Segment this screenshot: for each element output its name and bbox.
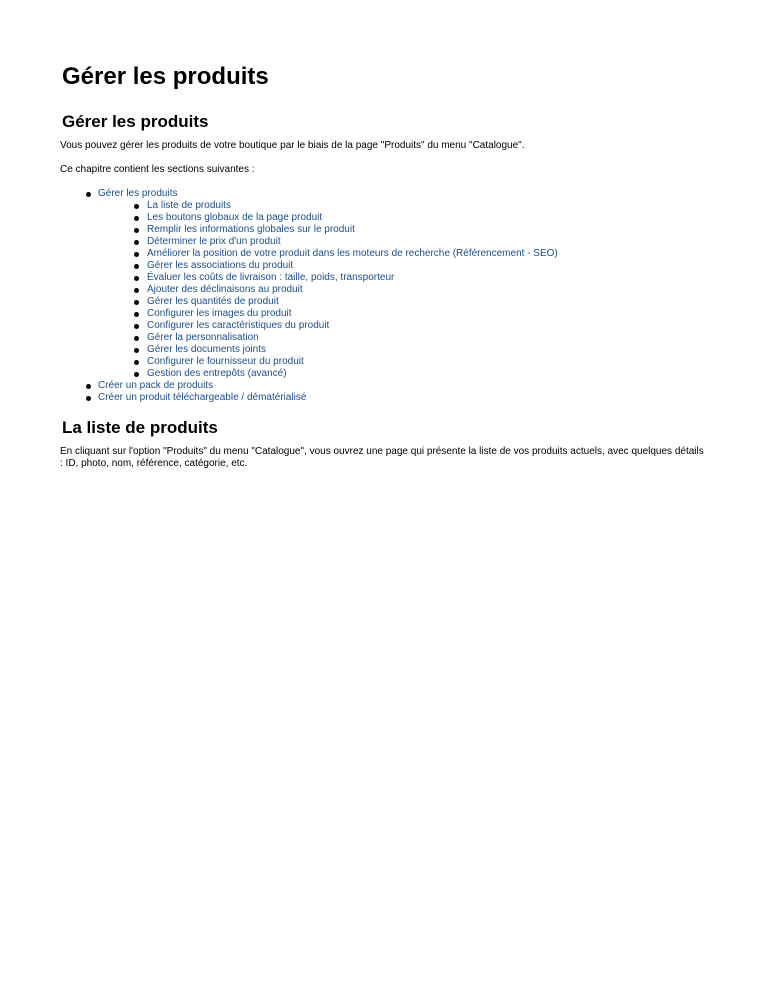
bullet-icon bbox=[134, 348, 139, 353]
toc-link-quantites[interactable]: Gérer les quantités de produit bbox=[147, 296, 279, 307]
toc-link-personnalisation[interactable]: Gérer la personnalisation bbox=[147, 332, 259, 343]
bullet-icon bbox=[134, 324, 139, 329]
toc-subitem bbox=[135, 260, 708, 272]
toc-subitem bbox=[135, 308, 708, 320]
bullet-icon bbox=[134, 216, 139, 221]
toc-subitem bbox=[135, 320, 708, 332]
toc-subitem bbox=[135, 212, 708, 224]
toc-link-informations-globales[interactable]: Remplir les informations globales sur le produit bbox=[147, 224, 355, 235]
toc-link-pack-produits[interactable]: Créer un pack de produits bbox=[98, 380, 214, 391]
toc-link-caracteristiques[interactable]: Configurer les caractéristiques du produit bbox=[147, 320, 330, 331]
toc-subitem bbox=[135, 200, 708, 212]
toc-link-documents-joints[interactable]: Gérer les documents joints bbox=[147, 344, 266, 355]
bullet-icon bbox=[134, 264, 139, 269]
bullet-icon bbox=[134, 288, 139, 293]
toc-item-produit-telechargeable bbox=[86, 392, 708, 404]
toc-link-images[interactable]: Configurer les images du produit bbox=[147, 308, 292, 319]
bullet-icon bbox=[134, 336, 139, 341]
bullet-icon bbox=[134, 240, 139, 245]
toc-sublist bbox=[98, 200, 708, 380]
bullet-icon bbox=[86, 192, 91, 197]
toc-subitem bbox=[135, 356, 708, 368]
section-intro-paragraph: Vous pouvez gérer les produits de votre boutique par le biais de la page "Produits" du menu "Catalogue". bbox=[60, 140, 525, 151]
toc-link-entrepots[interactable]: Gestion des entrepôts (avancé) bbox=[147, 368, 287, 379]
page-title: Gérer les produits bbox=[62, 63, 269, 90]
toc-link-referencement-seo[interactable]: Améliorer la position de votre produit dans les moteurs de recherche (Référencement - SEO) bbox=[147, 248, 558, 259]
table-of-contents bbox=[60, 188, 708, 404]
toc-subitem bbox=[135, 284, 708, 296]
bullet-icon bbox=[134, 252, 139, 257]
toc-intro-paragraph: Ce chapitre contient les sections suivantes : bbox=[60, 164, 255, 175]
bullet-icon bbox=[134, 204, 139, 209]
toc-subitem bbox=[135, 332, 708, 344]
bullet-icon bbox=[134, 372, 139, 377]
section-spacer bbox=[60, 404, 708, 418]
toc-link-declinaisons[interactable]: Ajouter des déclinaisons au produit bbox=[147, 284, 303, 295]
toc-link-gerer-produits[interactable]: Gérer les produits bbox=[98, 188, 178, 199]
toc-item-pack-produits bbox=[86, 380, 708, 392]
toc-link-liste-produits[interactable]: La liste de produits bbox=[147, 200, 231, 211]
toc-subitem bbox=[135, 368, 708, 380]
toc-subitem bbox=[135, 236, 708, 248]
bullet-icon bbox=[86, 396, 91, 401]
toc-subitem bbox=[135, 248, 708, 260]
toc-subitem bbox=[135, 296, 708, 308]
section-heading-liste-produits: La liste de produits bbox=[62, 418, 218, 437]
bullet-icon bbox=[134, 300, 139, 305]
toc-link-associations[interactable]: Gérer les associations du produit bbox=[147, 260, 294, 271]
bullet-icon bbox=[134, 360, 139, 365]
toc-link-produit-telechargeable[interactable]: Créer un produit téléchargeable / dématérialisé bbox=[98, 392, 307, 403]
bullet-icon bbox=[134, 312, 139, 317]
section-body-paragraph: En cliquant sur l'option "Produits" du menu "Catalogue", vous ouvrez une page qui présente la liste de vos produits actuels, avec quelques détails : ID, photo, nom, référence, catégorie, etc. bbox=[60, 446, 704, 469]
bullet-icon bbox=[134, 276, 139, 281]
toc-link-couts-livraison[interactable]: Évaluer les coûts de livraison : taille, poids, transporteur bbox=[147, 272, 395, 283]
toc-link-prix-produit[interactable]: Déterminer le prix d'un produit bbox=[147, 236, 281, 247]
bullet-icon bbox=[86, 384, 91, 389]
toc-item-gerer-produits bbox=[86, 188, 708, 380]
toc-subitem bbox=[135, 224, 708, 236]
toc-subitem bbox=[135, 272, 708, 284]
toc-link-boutons-globaux[interactable]: Les boutons globaux de la page produit bbox=[147, 212, 323, 223]
toc-link-fournisseur[interactable]: Configurer le fournisseur du produit bbox=[147, 356, 304, 367]
toc-subitem bbox=[135, 344, 708, 356]
section-heading-gerer-produits: Gérer les produits bbox=[62, 112, 209, 131]
bullet-icon bbox=[134, 228, 139, 233]
